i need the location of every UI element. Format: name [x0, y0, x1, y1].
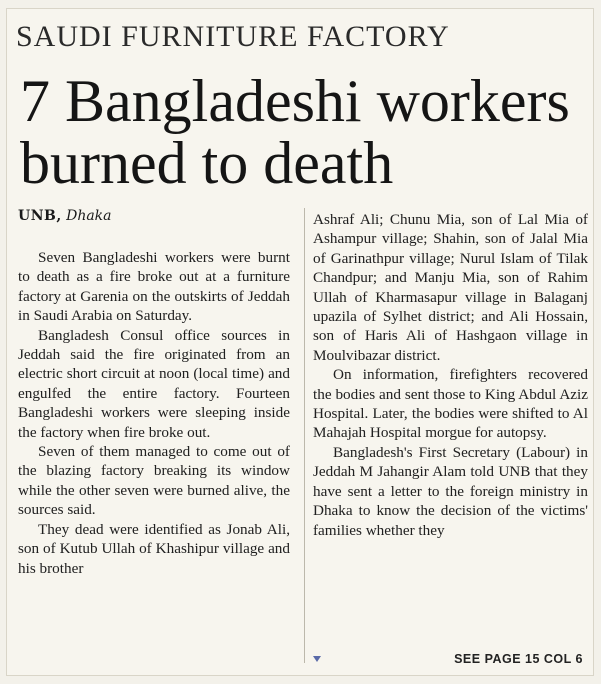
article-headline: 7 Bangladeshi workers burned to death [20, 68, 570, 196]
paragraph: Bangladesh's First Secretary (Labour) in Jeddah M Jahangir Alam told UNB that they have sent a letter to the foreign ministry in Dhaka to know the decision of the victims' families whether they [313, 443, 588, 539]
arrow-marker-icon [313, 656, 321, 662]
paragraph: On information, firefighters recovered the bodies and sent those to King Abdul Aziz Hospital. Later, the bodies were shifted to Al Mahajah Hospital morgue for autopsy. [313, 366, 588, 442]
byline-source: UNB [18, 208, 57, 224]
column-divider [304, 208, 305, 663]
article-column-2 [313, 210, 588, 540]
article-byline: UNB, Dhaka [18, 208, 112, 224]
continued-jump-line[interactable]: SEE PAGE 15 COL 6 [454, 652, 583, 666]
paragraph: They dead were identified as Jonab Ali, son of Kutub Ullah of Khashipur village and his brother [18, 520, 290, 577]
article-column-1 [18, 248, 290, 578]
paragraph: Seven of them managed to come out of the blazing factory breaking its window while the other seven were burned alive, the sources said. [18, 443, 290, 519]
byline-location: Dhaka [66, 208, 112, 224]
article-kicker: SAUDI FURNITURE FACTORY [16, 20, 450, 53]
paragraph: Ashraf Ali; Chunu Mia, son of Lal Mia of Ashampur village; Shahin, son of Jalal Mia of Garinathpur village; Nurul Islam of Tilak Chandpur; and Manju Mia, son of Rahim Ullah of Kharmasapur village in Balaganj upazila of Sylhet district; and Ali Hossain, son of Haris Ali of Hashgaon village in Moulvibazar district. [313, 211, 588, 364]
paragraph: Bangladesh Consul office sources in Jeddah said the fire originated from an electric short circuit at noon (local time) and engulfed the entire factory. Fourteen Bangladeshi workers were sleeping inside the factory when fire broke out. [18, 326, 290, 441]
paragraph: Seven Bangladeshi workers were burnt to death as a fire broke out at a furniture factory at Garenia on the outskirts of Jeddah in Saudi Arabia on Saturday. [18, 249, 290, 325]
